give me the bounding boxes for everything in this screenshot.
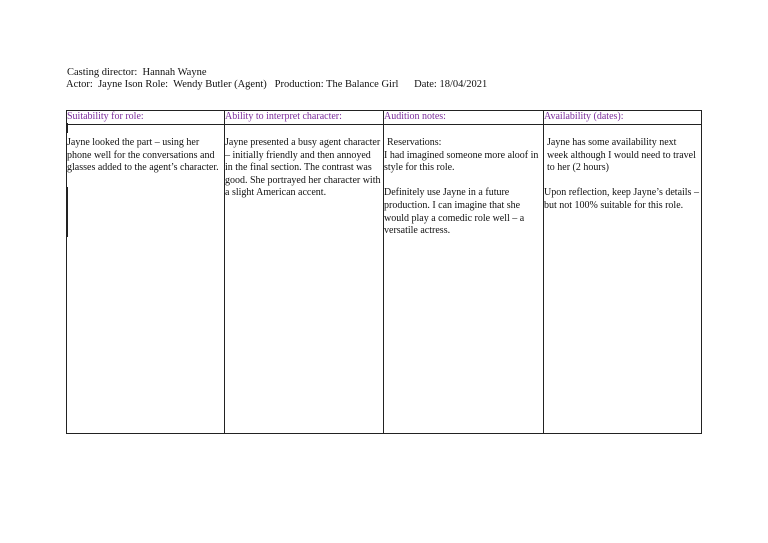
reservations-text: I had imagined someone more aloof in style for this role.	[384, 149, 539, 174]
column-heading-suitability: Suitability for role:	[67, 111, 224, 125]
reservations-label: Reservations:	[387, 137, 442, 148]
margin-line-marker	[67, 187, 68, 237]
interpretation-text: Jayne presented a busy agent character – initially friendly and then annoyed in the final section. The contrast was good. She portrayed her character with a slight American accent.	[225, 137, 381, 199]
column-heading-interpretation: Ability to interpret character:	[225, 111, 383, 125]
availability-text: Jayne has some availability next week although I would need to travel to her (2 hours)	[547, 137, 696, 174]
column-interpretation	[225, 111, 384, 433]
reflection-text: Upon reflection, keep Jayne’s details – but not 100% suitable for this role.	[544, 187, 699, 211]
text-cursor-marker	[67, 123, 68, 133]
column-body-audition-notes[interactable]	[384, 137, 541, 250]
future-production-text: Definitely use Jayne in a future production. I can imagine that she would play a comedic role well – a versatile actress.	[384, 187, 525, 237]
column-body-availability[interactable]	[544, 137, 699, 225]
actor-role-production-date-line: Actor: Jayne Ison Role: Wendy Butler (Agent) Production: The Balance Girl Date: 18/04/2021	[66, 79, 488, 90]
column-body-interpretation[interactable]	[225, 137, 381, 213]
audition-notes-table	[66, 110, 702, 434]
column-body-suitability[interactable]	[67, 137, 222, 187]
casting-director-line: Casting director: Hannah Wayne	[67, 67, 207, 78]
column-availability	[544, 111, 701, 433]
column-audition-notes	[384, 111, 544, 433]
column-heading-availability: Availability (dates):	[544, 111, 701, 125]
suitability-text: Jayne looked the part – using her phone well for the conversations and glasses added to the agent’s character.	[67, 137, 219, 174]
column-suitability	[67, 111, 225, 433]
column-heading-audition-notes: Audition notes:	[384, 111, 543, 125]
